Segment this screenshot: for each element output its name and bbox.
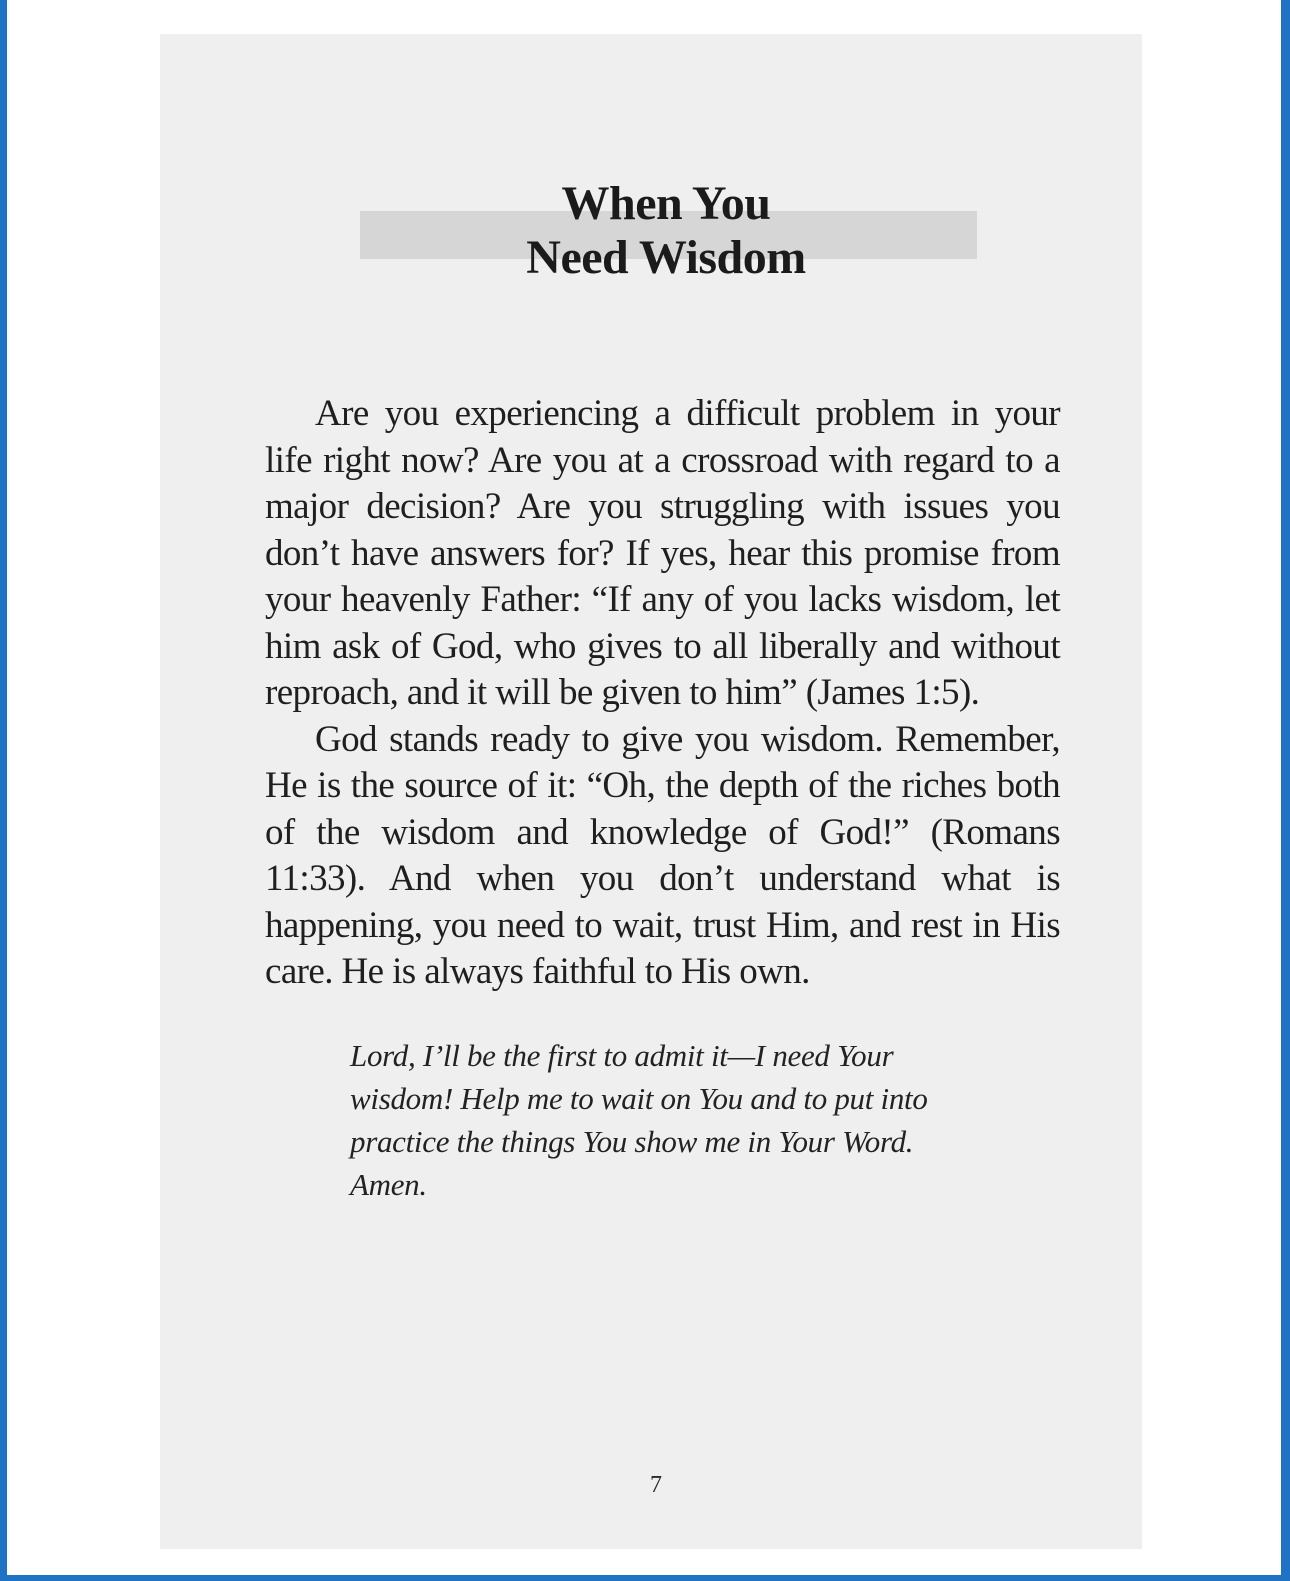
chapter-body (265, 391, 1060, 996)
prayer-text: Lord, I’ll be the first to admit it—I need Your wisdom! Help me to wait on You and to put into practice the things You show me in Your Word. Amen. (350, 1038, 928, 1202)
body-paragraph-2: God stands ready to give you wisdom. Remember, He is the source of it: “Oh, the depth of the riches both of the wisdom and knowledge of God!” (Romans 11:33). And when you don’t understand what is happening, you need to wait, trust Him, and rest in His care. He is always faithful to His own. (265, 718, 1060, 992)
chapter-title-line-1: When You (561, 177, 771, 230)
chapter-title (160, 177, 1172, 285)
page-number: 7 (650, 1472, 662, 1498)
book-page (160, 34, 1142, 1549)
body-paragraph-1: Are you experiencing a difficult problem in your life right now? Are you at a crossroad with regard to a major decision? Are you struggling with issues you don’t have answers for? If yes, hear this promise from your heavenly Father: “If any of you lacks wisdom, let him ask of God, who gives to all liberally and without reproach, and it will be given to him” (James 1:5). (265, 393, 1060, 713)
chapter-title-line-2: Need Wisdom (526, 231, 806, 284)
